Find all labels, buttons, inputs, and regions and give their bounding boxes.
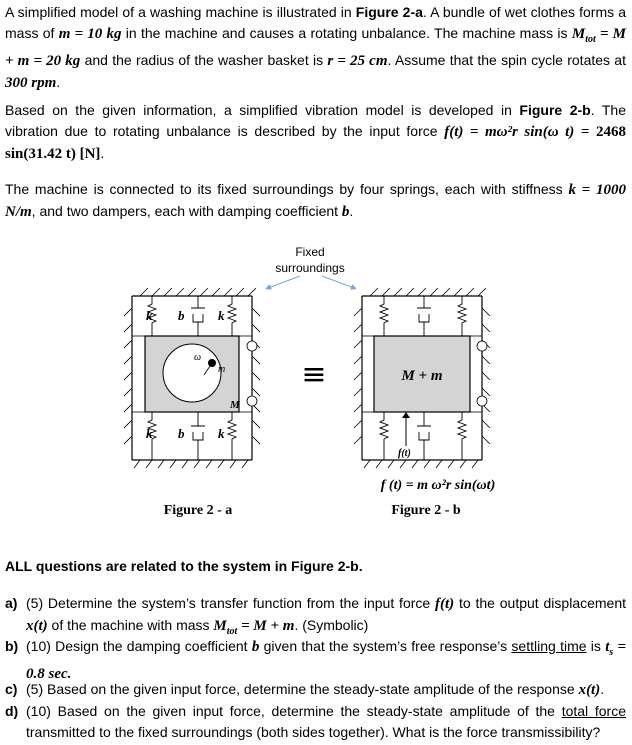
svg-text:k: k — [218, 308, 225, 323]
svg-text:b: b — [178, 308, 185, 323]
question-d: d) (10) Based on the given input force, determine the steady-state amplitude of the total force transmitted to the fixed surroundings (both sides together). What is the force transmissibility? — [5, 703, 626, 740]
force-equation-value: 2468 sin(31.42 t) [N] — [5, 124, 627, 162]
figure-2b-ref: Figure 2-b — [519, 102, 591, 118]
figure-2a-ref: Figure 2-a — [355, 4, 423, 20]
radius-eq: r = 25 cm — [327, 53, 388, 69]
questions-heading: ALL questions are related to the system in Figure 2-b. — [5, 558, 363, 574]
force-equation-label: f (t) = m ω²r sin(ωt) — [380, 478, 496, 493]
question-a-label: a) — [5, 595, 18, 611]
washer-basket — [163, 344, 221, 402]
fixed-arrow-right — [322, 276, 354, 288]
force-equation: f(t) = mω²r sin(ω t) = — [444, 124, 590, 140]
input-force-arrow — [402, 412, 410, 418]
figure-2-diagram — [0, 236, 632, 536]
svg-text:k: k — [146, 426, 153, 441]
stiffness-value: 1000 N/m — [5, 182, 626, 220]
question-c-label: c) — [5, 681, 18, 697]
stiffness-eq: k = — [568, 182, 591, 198]
fixed-label-line1: Fixed — [295, 245, 325, 259]
question-a: a) (5) Determine the system’s transfer function from the input force f(t) to the output displacement x(t) of the machine with mass $M_{tot} = M + m$. (Symbolic) — [5, 595, 627, 637]
svg-text:m: m — [218, 364, 226, 375]
question-b: b) (10) Design the damping coefficient b given that the system’s free response’s settling time is $t_s = 0.8$ sec. — [5, 638, 626, 682]
fixed-arrow-left — [268, 276, 300, 288]
question-d-label: d) — [5, 703, 19, 719]
fixed-label-line2: surroundings — [275, 261, 345, 275]
input-force-label: f(t) — [398, 448, 411, 459]
svg-text:M: M — [230, 399, 240, 411]
svg-text:k: k — [146, 308, 153, 323]
springs-paragraph: The machine is connected to its fixed surroundings by four springs, each with stiffness k = 1000 N/m, and two dampers, each with damping coefficient b. — [5, 181, 626, 220]
question-c: c) (5) Based on the given input force, determine the steady-state amplitude of the response x(t). — [5, 681, 605, 698]
damping-symbol: b — [341, 204, 350, 220]
equivalence-sign: ≡ — [301, 357, 327, 392]
mass-mtot-eq: $M_{tot} = M + m = 20$ kg — [5, 26, 626, 69]
mass-m-eq: m = 10 kg — [58, 26, 122, 42]
total-mass-label: M + m — [401, 368, 443, 384]
svg-text:ω: ω — [194, 352, 202, 363]
figure-2b — [354, 288, 490, 468]
rpm-value: 300 rpm — [5, 75, 57, 91]
caption-figure-2b: Figure 2 - b — [391, 503, 461, 518]
svg-text:b: b — [178, 426, 185, 441]
model-paragraph: Based on the given information, a simplified vibration model is developed in Figure 2-b. The vibration due to rotating unbalance is described by the input force f(t) = mω²r sin(ω t) = 2468 sin(31.42 t) [N]. — [5, 102, 627, 162]
intro-paragraph: A simplified model of a washing machine is illustrated in Figure 2-a. A bundle of wet clothes forms a mass of m = 10 kg in the machine and causes a rotating unbalance. The machine mass is $M_{tot} = M + m = 20$ kg and the radius of the washer basket is r = 25 cm. Assume that the spin cycle rotates at 300 rpm. — [5, 4, 626, 91]
question-b-label: b) — [5, 638, 19, 654]
caption-figure-2a: Figure 2 - a — [163, 503, 233, 518]
figure-2a — [124, 288, 260, 468]
svg-text:k: k — [218, 426, 225, 441]
